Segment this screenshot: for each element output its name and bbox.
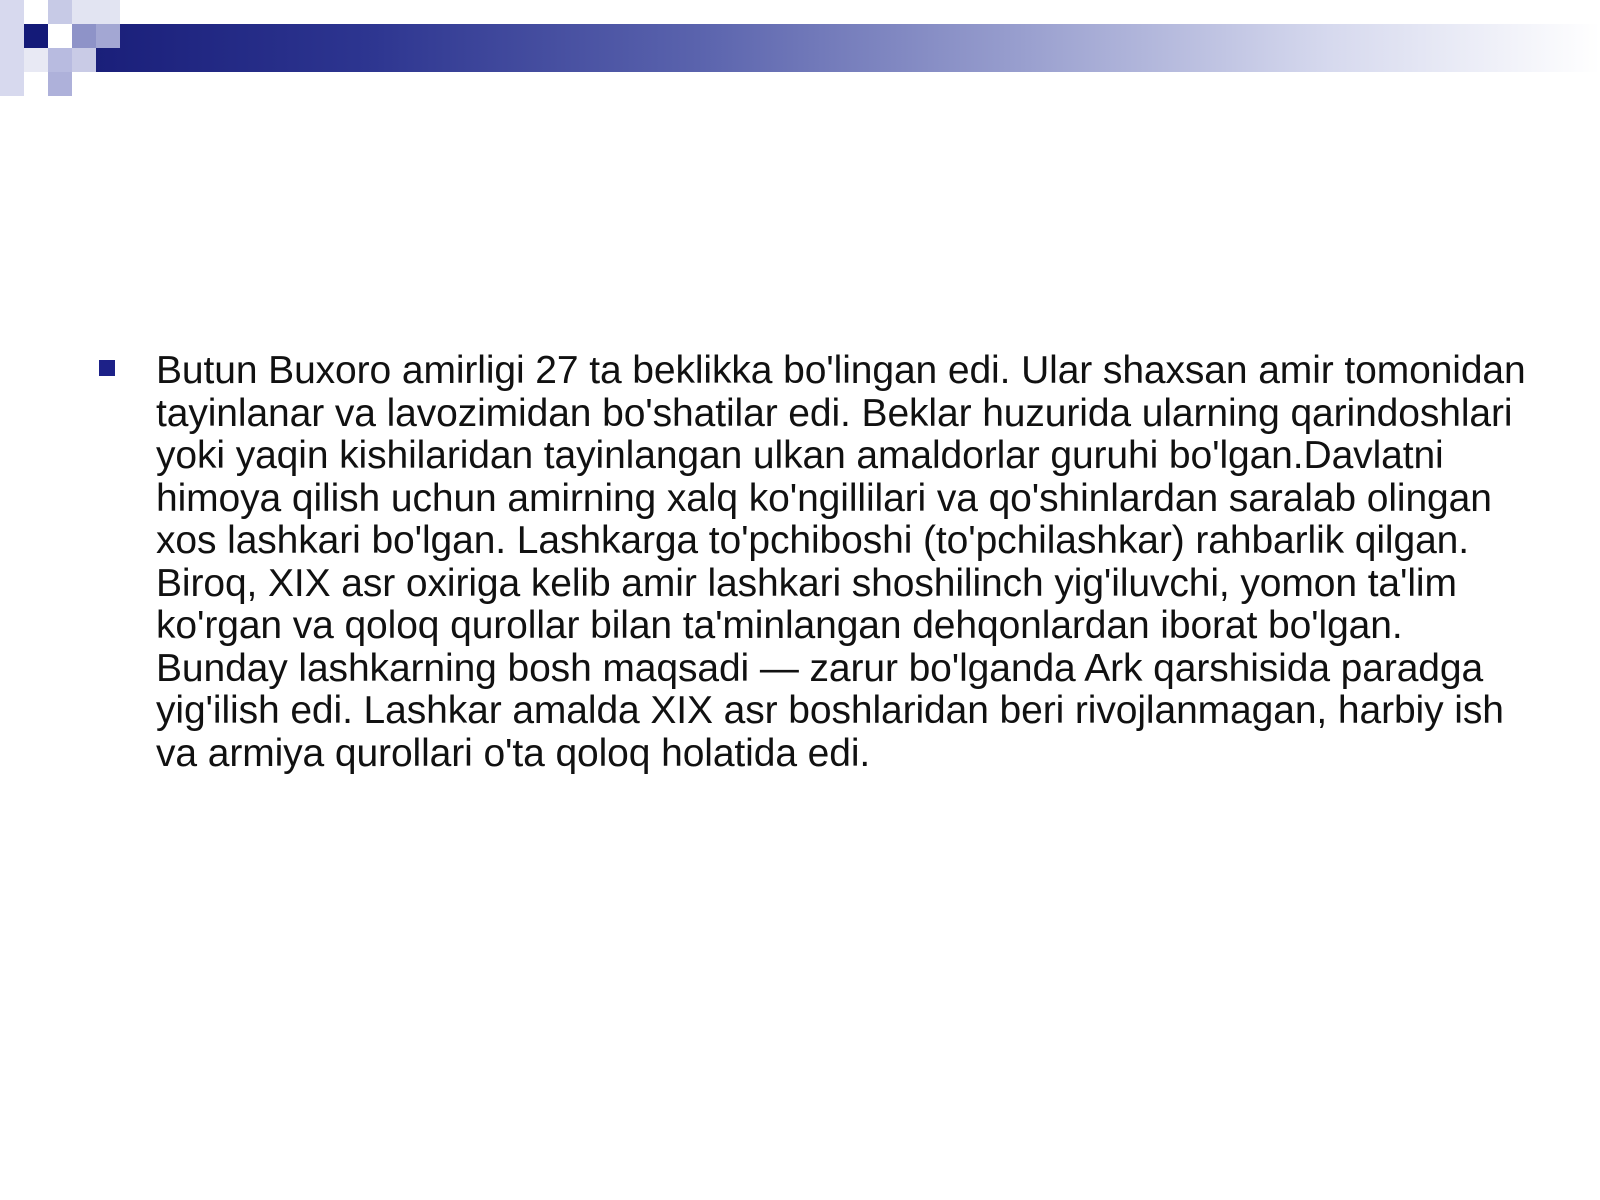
decor-square bbox=[72, 48, 96, 72]
decor-square bbox=[48, 48, 72, 72]
decor-square-dark bbox=[24, 24, 48, 48]
slide-body bbox=[96, 350, 1526, 775]
decor-square bbox=[48, 0, 72, 24]
decor-square bbox=[72, 0, 120, 24]
decor-square bbox=[48, 72, 72, 96]
square-bullet-icon bbox=[99, 360, 115, 376]
decor-square bbox=[96, 24, 120, 48]
bullet-item bbox=[96, 350, 1526, 775]
decor-square bbox=[72, 24, 96, 48]
decor-square bbox=[24, 48, 48, 72]
bullet-text: Butun Buxoro amirligi 27 ta beklikka bo'lingan edi. Ular shaxsan amir tomonidan tayinlanar va lavozimidan bo'shatilar edi. Beklar huzurida ularning qarindoshlari yoki yaqin kishilaridan tayinlangan ulkan amaldorlar guruhi bo'lgan.Davlatni himoya qilish uchun amirning xalq ko'ngillilari va qo'shinlardan saralab olingan xos lashkari bo'lgan. Lashkarga to'pchiboshi (to'pchilashkar) rahbarlik qilgan. Biroq, XIX asr oxiriga kelib amir lashkari shoshilinch yig'iluvchi, yomon ta'lim ko'rgan va qoloq qurollar bilan ta'minlangan dehqonlardan iborat bo'lgan. Bunday lashkarning bosh maqsadi — zarur bo'lganda Ark qarshisida paradga yig'ilish edi. Lashkar amalda XIX asr boshlaridan beri rivojlanmagan, harbiy ish va armiya qurollari o'ta qoloq holatida edi. bbox=[156, 349, 1526, 775]
header-gradient-bar bbox=[96, 24, 1600, 72]
decor-square bbox=[0, 0, 24, 96]
